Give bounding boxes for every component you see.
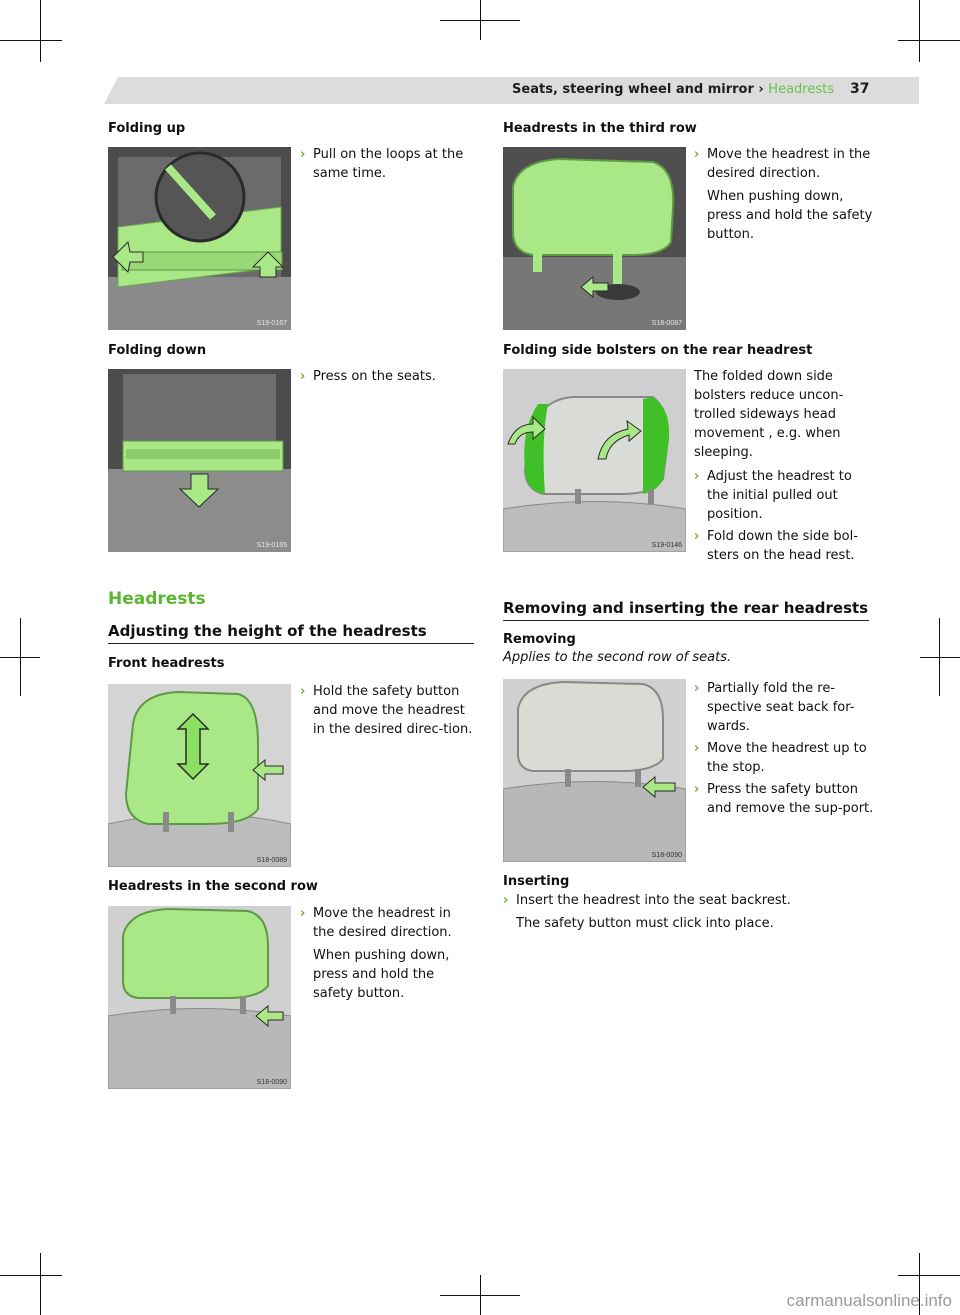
- note: When pushing down, press and hold the safety button.: [707, 189, 873, 242]
- figure-code: S19-0167: [256, 320, 287, 327]
- crop-mark: [0, 1275, 62, 1276]
- note: When pushing down, press and hold the safety button.: [313, 948, 450, 1001]
- note: The safety button must click into place.: [516, 916, 774, 931]
- chevron-icon: ›: [300, 684, 306, 699]
- crop-mark: [0, 657, 40, 658]
- chevron-icon: ›: [694, 469, 700, 484]
- bolsters-title: Folding side bolsters on the rear headrest: [503, 343, 813, 358]
- folding-down-instructions: [300, 367, 475, 389]
- step-text: Press the safety button and remove the sup-port.: [707, 782, 874, 816]
- chevron-icon: ›: [694, 681, 700, 696]
- bolsters-instructions: [694, 367, 874, 568]
- chevron-icon: ›: [694, 741, 700, 756]
- figure-code: S18-0090: [256, 1079, 287, 1086]
- watermark: carmanualsonline.info: [786, 1291, 952, 1310]
- step: [694, 739, 874, 777]
- step: [694, 679, 874, 736]
- crop-mark: [0, 40, 62, 41]
- step: [694, 780, 874, 818]
- figure-code: S19-0146: [651, 542, 682, 549]
- step-text: Partially fold the re-spective seat back for-wards.: [707, 681, 855, 734]
- step: [300, 145, 475, 183]
- bolsters-figure: [503, 369, 686, 552]
- folding-up-title: Folding up: [108, 121, 186, 136]
- folding-up-figure: [108, 147, 291, 330]
- breadcrumb-main[interactable]: Seats, steering wheel and mirror: [512, 82, 754, 97]
- front-headrests-title: Front headrests: [108, 656, 225, 671]
- step: [300, 682, 475, 739]
- crop-mark: [898, 40, 960, 41]
- folding-up-instructions: [300, 145, 475, 186]
- third-row-title: Headrests in the third row: [503, 121, 697, 136]
- removing-figure: [503, 679, 686, 862]
- crop-mark: [898, 1275, 960, 1276]
- second-row-title: Headrests in the second row: [108, 879, 318, 894]
- step-text: Move the headrest in the desired direction.: [707, 147, 871, 181]
- step-text: Hold the safety button and move the headrest in the desired direc-tion.: [313, 684, 473, 737]
- removing-instructions: [694, 679, 874, 821]
- step: [694, 527, 874, 565]
- crop-mark: [40, 0, 41, 62]
- folding-down-figure: [108, 369, 291, 552]
- section-title-headrests: Headrests: [108, 589, 206, 609]
- figure-code: S18-0090: [651, 852, 682, 859]
- chevron-icon: ›: [694, 529, 700, 544]
- chevron-icon: ›: [694, 147, 700, 162]
- chevron-icon: ›: [300, 147, 306, 162]
- figure-code: S18-0089: [256, 857, 287, 864]
- third-row-instructions: [694, 145, 874, 246]
- section-title-removing: Removing and inserting the rear headrests: [503, 599, 869, 621]
- step: [300, 904, 475, 942]
- step-text: Move the headrest up to the stop.: [707, 741, 867, 775]
- step-text: Move the headrest in the desired direction.: [313, 906, 452, 940]
- inserting-instructions: [503, 891, 873, 935]
- chevron-icon: ›: [300, 906, 306, 921]
- breadcrumb-active[interactable]: Headrests: [768, 82, 834, 97]
- crop-mark: [440, 1295, 520, 1296]
- figure-code: S18-0087: [651, 320, 682, 327]
- chevron-icon: ›: [694, 782, 700, 797]
- step-text: Adjust the headrest to the initial pulled out position.: [707, 469, 852, 522]
- step-text: Pull on the loops at the same time.: [313, 147, 464, 181]
- third-row-figure: [503, 147, 686, 330]
- second-row-instructions: [300, 904, 475, 1005]
- step-text: Fold down the side bol-sters on the head rest.: [707, 529, 858, 563]
- step-text: Insert the headrest into the seat backrest.: [516, 893, 791, 908]
- front-headrests-figure: [108, 684, 291, 867]
- step: [694, 145, 874, 183]
- inserting-title: Inserting: [503, 874, 570, 889]
- subsection-title-adjusting: Adjusting the height of the headrests: [108, 622, 474, 644]
- folding-down-title: Folding down: [108, 343, 207, 358]
- chevron-icon: ›: [503, 893, 509, 908]
- crop-mark: [919, 0, 920, 62]
- second-row-figure: [108, 906, 291, 1089]
- crop-mark: [920, 657, 960, 658]
- step: [694, 467, 874, 524]
- intro-text: The folded down side bolsters reduce uncon-trolled sideways head movement , e.g. when sleeping.: [694, 369, 844, 460]
- front-headrests-instructions: [300, 682, 475, 742]
- chevron-icon: ›: [300, 369, 306, 384]
- figure-code: S19-0165: [256, 542, 287, 549]
- step: [300, 367, 475, 386]
- crop-mark: [440, 20, 520, 21]
- removing-title: Removing: [503, 632, 576, 647]
- step-text: Press on the seats.: [313, 369, 436, 384]
- breadcrumb: [512, 82, 834, 97]
- page-number: 37: [850, 81, 870, 97]
- crop-mark: [40, 1253, 41, 1315]
- breadcrumb-separator: ›: [758, 82, 764, 97]
- step: [503, 891, 873, 910]
- removing-subtitle: Applies to the second row of seats.: [503, 650, 732, 665]
